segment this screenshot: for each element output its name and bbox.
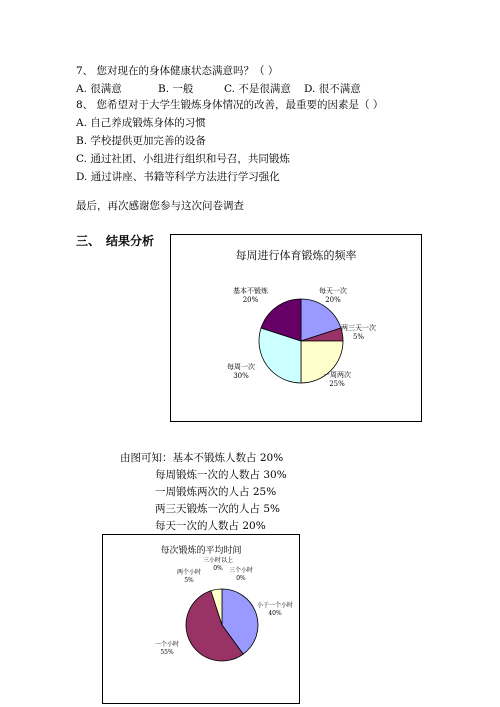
slice-category: 每周一次: [227, 363, 255, 371]
pie-slice-label: [319, 287, 347, 305]
slice-category: 两三天一次: [341, 324, 376, 332]
slice-category: 一个小时: [155, 641, 180, 648]
pie-svg: [171, 235, 421, 421]
slice-percent: 20%: [325, 296, 341, 304]
question-7-options: [76, 82, 436, 96]
chart-title: 每周进行体育锻炼的频率: [235, 249, 357, 262]
slice-category: 小于一个小时: [257, 602, 294, 609]
slice-percent: 0%: [236, 575, 246, 582]
slice-percent: 40%: [268, 610, 282, 617]
pie-slice-label: [233, 287, 268, 305]
slice-percent: 0%: [213, 565, 223, 572]
section-number: 三、: [76, 234, 101, 248]
pie-slice-label: [323, 371, 351, 389]
slice-category: 两个小时: [177, 569, 202, 576]
slice-category: 一周两次: [323, 371, 351, 379]
q7-option-d: D. 很不满意: [304, 83, 361, 95]
slice-percent: 30%: [233, 372, 249, 380]
pie-slice-label: [177, 569, 201, 585]
pie-slice-label: [229, 567, 253, 583]
summary-line-1: 由图可知：基本不锻炼人数占 20%: [120, 452, 284, 464]
slice-percent: 55%: [160, 649, 174, 656]
q8-option-b: B. 学校提供更加完善的设备: [76, 135, 206, 147]
pie-slice-label: [227, 363, 255, 381]
slice-category: 基本不锻炼: [233, 287, 268, 295]
chart-title: 每次锻炼的平均时间: [160, 546, 242, 556]
pie-slice-label: [257, 602, 293, 618]
slice-percent: 20%: [242, 296, 259, 304]
q8-option-c: C. 通过社团、小组进行组织和号召，共同锻炼: [76, 153, 290, 165]
q7-option-c: C. 不是很满意: [224, 83, 291, 95]
section-title: 结果分析: [106, 234, 155, 248]
frequency-pie-chart: [170, 234, 422, 422]
slice-percent: 5%: [184, 577, 194, 584]
slice-category: 三小时以上: [203, 557, 234, 564]
q8-option-d: D. 通过讲座、书籍等科学方法进行学习强化: [76, 171, 280, 183]
summary-line-2: 每周锻炼一次的人数占 30%: [155, 469, 287, 481]
summary-line-4: 两三天锻炼一次的人占 5%: [155, 503, 280, 515]
question-8: 8、 您希望对于大学生锻炼身体情况的改善，最重要的因素是（ ）: [76, 99, 384, 111]
slice-category: 每天一次: [319, 287, 347, 295]
q8-option-a: A. 自己养成锻炼身体的习惯: [76, 117, 206, 129]
closing-thanks: 最后，再次感谢您参与这次问卷调查: [76, 200, 244, 212]
slice-percent: 5%: [352, 333, 365, 341]
pie-slice-label: [341, 324, 376, 342]
duration-pie-chart: [102, 534, 300, 704]
q7-option-a: A. 很满意: [76, 83, 122, 95]
q7-option-b: B. 一般: [158, 83, 194, 95]
question-7: 7、 您对现在的身体健康状态满意吗？（ ）: [76, 65, 279, 77]
slice-percent: 25%: [329, 380, 345, 388]
pie-slice-label: [155, 641, 179, 657]
slice-category: 三个小时: [229, 567, 254, 574]
pie-svg: [103, 535, 299, 703]
summary-line-3: 一周锻炼两次的人占 25%: [155, 486, 277, 498]
summary-line-5: 每天一次的人数占 20%: [155, 520, 266, 532]
